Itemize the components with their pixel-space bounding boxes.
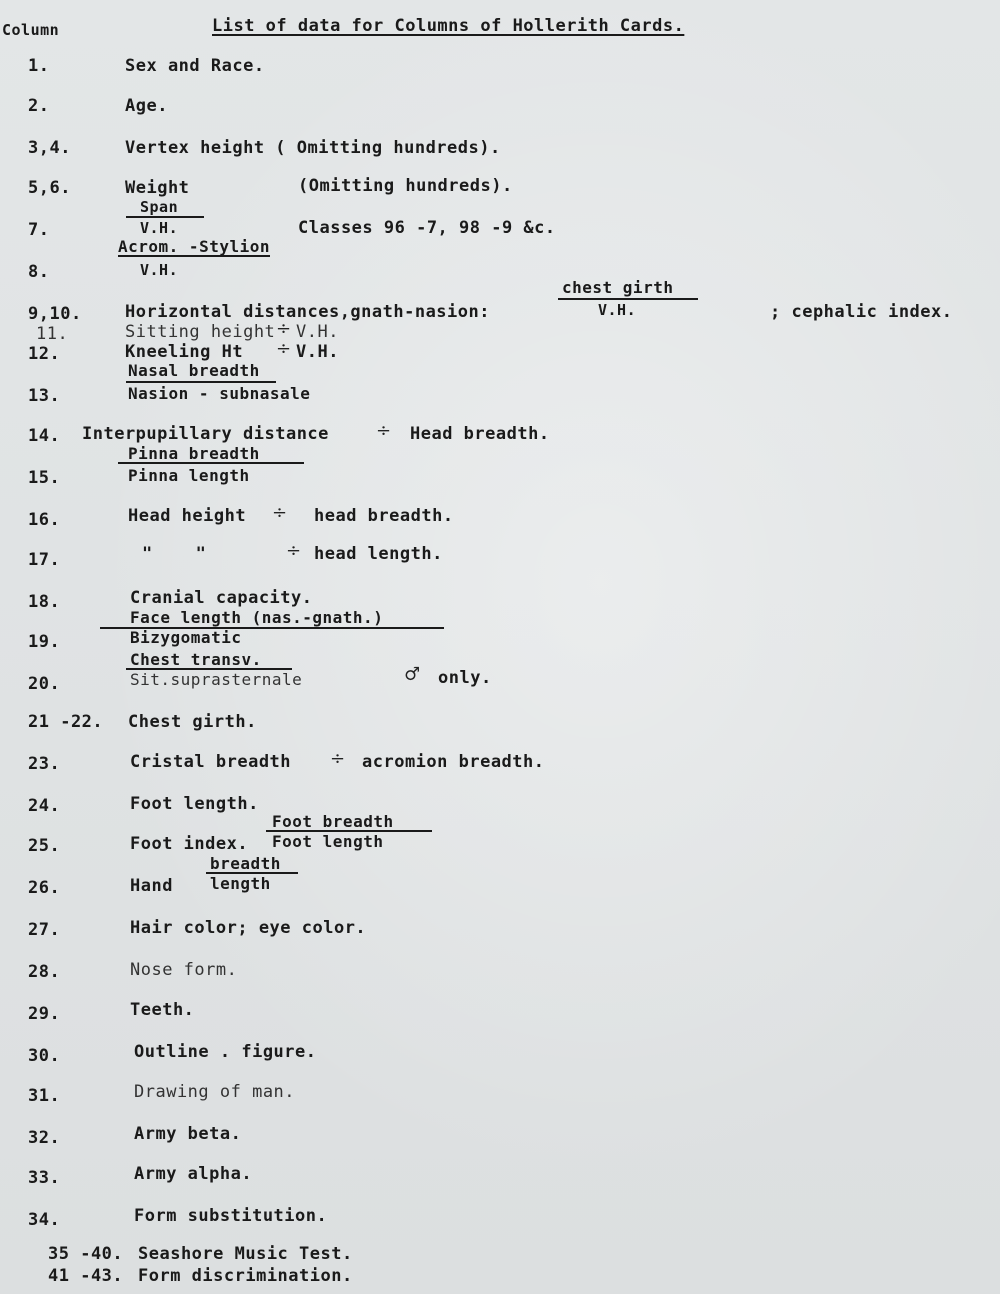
row-text: Teeth.	[130, 1000, 195, 1020]
row-text: Army beta.	[134, 1124, 242, 1144]
row-number: 13.	[28, 386, 61, 406]
row-note: (Omitting hundreds).	[298, 176, 513, 196]
row-number: 29.	[28, 1004, 61, 1024]
row-number: 8.	[28, 262, 50, 282]
row-note: head breadth.	[314, 506, 454, 526]
fraction-denominator: Nasion - subnasale	[128, 384, 311, 403]
fraction-denominator: V.H.	[296, 342, 339, 362]
row-text: Hair color; eye color.	[130, 918, 367, 938]
row-text: Foot length.	[130, 794, 259, 814]
fraction-numerator: breadth	[210, 854, 281, 873]
row-number: 25.	[28, 836, 61, 856]
row-note: Classes 96 -7, 98 -9 &c.	[298, 218, 556, 238]
row-text: Cranial capacity.	[130, 588, 313, 608]
divide-icon: ÷	[330, 748, 346, 769]
row-text: Horizontal distances,gnath-nasion:	[125, 302, 490, 322]
fraction-denominator: V.H.	[296, 322, 339, 342]
row-text: Foot index.	[130, 834, 249, 854]
fraction-denominator: Sit.suprasternale	[130, 670, 303, 689]
row-note: acromion breadth.	[362, 752, 545, 772]
row-number: 41 -43.	[48, 1266, 124, 1286]
row-number: 2.	[28, 96, 50, 116]
fraction-numerator: Foot breadth	[272, 812, 394, 831]
divide-icon: ÷	[276, 338, 292, 359]
row-text: Kneeling Ht	[125, 342, 244, 362]
row-text: Seashore Music Test.	[138, 1244, 353, 1264]
divide-icon: ÷	[376, 420, 392, 441]
row-number: 30.	[28, 1046, 61, 1066]
row-text: Weight	[125, 178, 190, 198]
fraction-numerator: Span	[140, 198, 179, 216]
divide-icon: ÷	[272, 502, 288, 523]
row-text: Chest girth.	[128, 712, 257, 732]
column-header: Column	[2, 21, 60, 39]
row-number: 3,4.	[28, 138, 71, 158]
row-number: 31.	[28, 1086, 61, 1106]
row-note: head length.	[314, 544, 443, 564]
fraction-denominator: V.H.	[598, 301, 637, 319]
row-number: 20.	[28, 674, 61, 694]
row-text: Hand	[130, 876, 173, 896]
divide-icon: ÷	[286, 540, 302, 561]
row-text: Sitting height	[125, 322, 276, 342]
row-number: 1.	[28, 56, 50, 76]
row-number: 17.	[28, 550, 61, 570]
row-text: Drawing of man.	[134, 1082, 296, 1102]
document-title: List of data for Columns of Hollerith Cards.	[212, 16, 685, 36]
row-number: 11.	[36, 324, 69, 344]
row-text: Form discrimination.	[138, 1266, 353, 1286]
row-number: 23.	[28, 754, 61, 774]
row-number: 19.	[28, 632, 61, 652]
row-number: 14.	[28, 426, 61, 446]
row-number: 18.	[28, 592, 61, 612]
row-note: ; cephalic index.	[770, 302, 953, 322]
row-text: Form substitution.	[134, 1206, 328, 1226]
row-number: 33.	[28, 1168, 61, 1188]
divide-icon: ÷	[276, 318, 292, 339]
row-text: Age.	[125, 96, 168, 116]
row-text: Outline . figure.	[134, 1042, 317, 1062]
fraction-numerator: Acrom. -Stylion	[118, 237, 270, 256]
row-text: Head height	[128, 506, 247, 526]
fraction-denominator: Bizygomatic	[130, 628, 242, 647]
fraction-numerator: Pinna breadth	[128, 444, 260, 463]
row-text: Army alpha.	[134, 1164, 253, 1184]
fraction-denominator: Pinna length	[128, 466, 250, 485]
row-number: 34.	[28, 1210, 61, 1230]
row-text: Nose form.	[130, 960, 238, 980]
row-number: 26.	[28, 878, 61, 898]
fraction-denominator: V.H.	[140, 219, 179, 237]
fraction-denominator: length	[210, 874, 271, 893]
row-number: 7.	[28, 220, 50, 240]
fraction-numerator: Chest transv.	[130, 650, 262, 669]
row-number: 24.	[28, 796, 61, 816]
row-number: 9,10.	[28, 304, 82, 324]
row-number: 16.	[28, 510, 61, 530]
row-text: Vertex height ( Omitting hundreds).	[125, 138, 501, 158]
row-number: 12.	[28, 344, 61, 364]
fraction-bar	[118, 462, 304, 464]
fraction-numerator: Face length (nas.-gnath.)	[130, 608, 384, 627]
fraction-bar	[126, 381, 276, 383]
row-number: 28.	[28, 962, 61, 982]
row-number: 35 -40.	[48, 1244, 124, 1264]
fraction-numerator: Nasal breadth	[128, 361, 260, 380]
row-number: 15.	[28, 468, 61, 488]
male-symbol-icon: ♂	[404, 664, 421, 685]
row-note: Head breadth.	[410, 424, 550, 444]
fraction-denominator: V.H.	[140, 261, 179, 279]
row-number: 32.	[28, 1128, 61, 1148]
fraction-denominator: Foot length	[272, 832, 384, 851]
row-number: 5,6.	[28, 178, 71, 198]
row-text: " "	[142, 544, 207, 564]
row-note: only.	[438, 668, 492, 688]
row-number: 27.	[28, 920, 61, 940]
row-text: Interpupillary distance	[82, 424, 329, 444]
fraction-numerator: chest girth	[562, 278, 674, 297]
row-text: Cristal breadth	[130, 752, 292, 772]
row-number: 21 -22.	[28, 712, 104, 732]
row-text: Sex and Race.	[125, 56, 265, 76]
